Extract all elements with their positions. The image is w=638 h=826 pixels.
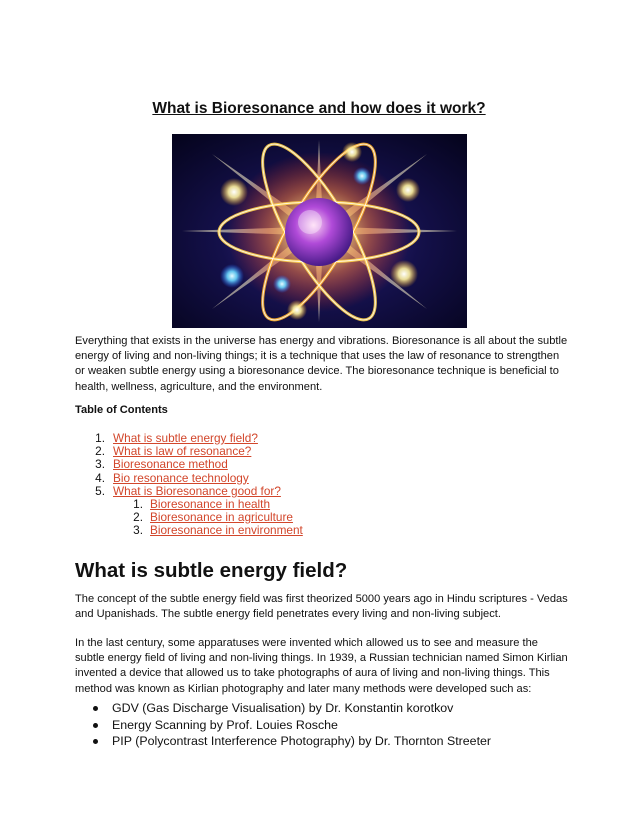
list-item-text: PIP (Polycontrast Interference Photography) by Dr. Thornton Streeter — [112, 734, 492, 748]
section-paragraph: The concept of the subtle energy field was first theorized 5000 years ago in Hindu scriptures - Vedas and Upanishads. The subtle energy field penetrates every living and non-living subject. — [75, 593, 568, 621]
toc-item-number: 1. — [95, 431, 105, 445]
methods-list — [75, 700, 570, 750]
toc-subitem-number: 3. — [133, 523, 143, 538]
toc-link-bioresonance-health[interactable]: Bioresonance in health — [150, 496, 271, 511]
energy-atom-icon — [172, 134, 467, 328]
toc-item — [75, 472, 570, 485]
toc-link-bioresonance-agriculture[interactable]: Bioresonance in agriculture — [150, 510, 293, 525]
toc-subitem — [75, 524, 570, 537]
table-of-contents — [75, 432, 570, 538]
toc-item-number: 4. — [95, 470, 105, 485]
section-heading: What is subtle energy field? — [75, 559, 348, 582]
bullet-icon — [93, 706, 98, 711]
toc-link-bioresonance-good-for[interactable]: What is Bioresonance good for? — [113, 483, 281, 498]
bullet-icon — [93, 739, 98, 744]
list-item — [75, 700, 570, 717]
toc-item — [75, 485, 570, 498]
toc-link-subtle-energy-field[interactable]: What is subtle energy field? — [113, 431, 258, 445]
toc-subitem-number: 1. — [133, 496, 143, 511]
list-item-text: Energy Scanning by Prof. Louies Rosche — [112, 717, 338, 732]
toc-subitem-number: 2. — [133, 510, 143, 525]
document-title: What is Bioresonance and how does it work? — [152, 100, 486, 117]
list-item — [75, 717, 570, 734]
toc-link-bioresonance-method[interactable]: Bioresonance method — [113, 457, 228, 472]
toc-heading: Table of Contents — [75, 404, 168, 416]
intro-paragraph: Everything that exists in the universe has energy and vibrations. Bioresonance is all about the subtle energy of living and non-living things; it is a technique that uses the law of resonance to strengthen or weaken subtle energy using a bioresonance device. The bioresonance technique is beneficial to health, wellness, agriculture, and the environment. — [75, 335, 568, 393]
section-paragraph: In the last century, some apparatuses were invented which allowed us to see and measure the subtle energy field of living and non-living things. In 1939, a Russian technician named Simon Kirlian invented a device that allowed us to take photographs of aura of living and non-living things. This method was known as Kirlian photography and later many methods were developed such as: — [75, 637, 568, 695]
toc-link-bio-resonance-technology[interactable]: Bio resonance technology — [113, 470, 249, 485]
toc-link-bioresonance-environment[interactable]: Bioresonance in environment — [150, 523, 303, 538]
toc-item-number: 5. — [95, 483, 105, 498]
toc-item-number: 3. — [95, 457, 105, 472]
toc-item-number: 2. — [95, 444, 105, 459]
toc-link-law-of-resonance[interactable]: What is law of resonance? — [113, 444, 252, 459]
list-item-text: GDV (Gas Discharge Visualisation) by Dr. Konstantin korotkov — [112, 701, 454, 715]
bullet-icon — [93, 723, 98, 728]
toc-item — [75, 458, 570, 471]
list-item — [75, 733, 570, 750]
